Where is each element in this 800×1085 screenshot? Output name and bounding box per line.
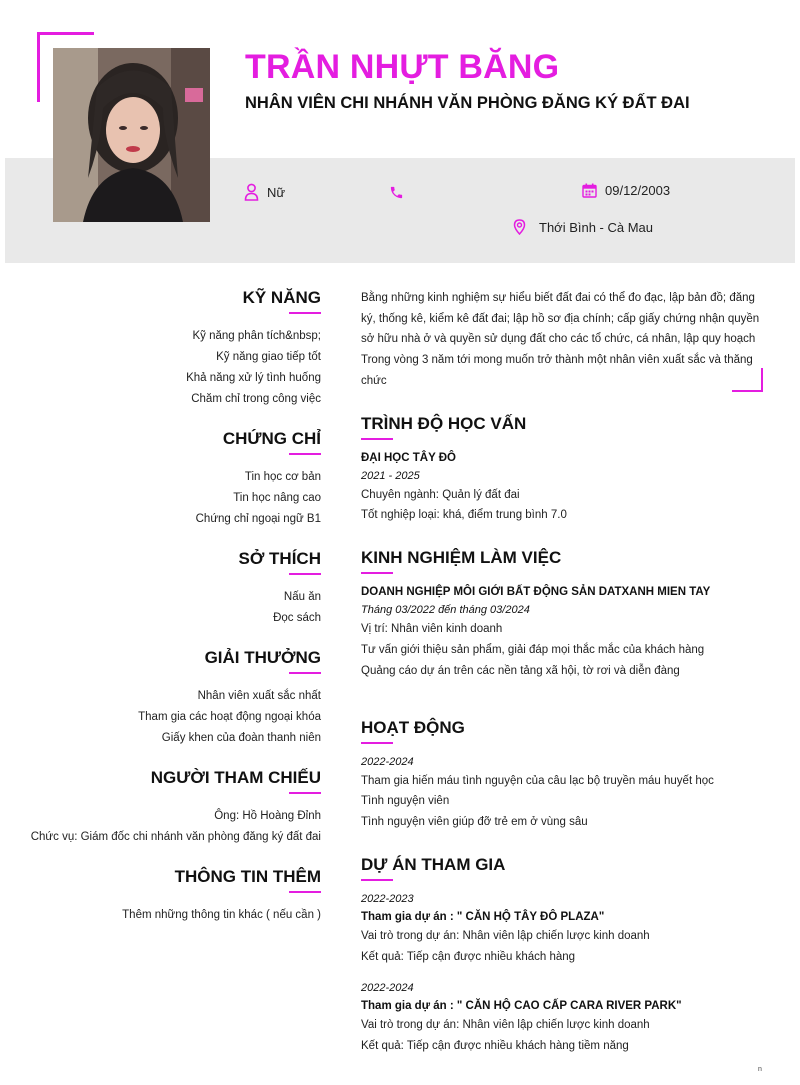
- list-item: Tin học nâng cao: [233, 492, 321, 504]
- calendar-icon: [582, 183, 597, 198]
- detail-line: Tình nguyện viên: [361, 795, 450, 808]
- detail-line: Chuyên ngành: Quản lý đất đai: [361, 488, 520, 501]
- hobbies-section: [20, 549, 321, 629]
- list-item: Nấu ăn: [283, 591, 321, 603]
- section-title: KỸ NĂNG: [243, 288, 321, 311]
- company-name: DOANH NGHIỆP MÔI GIỚI BẤT ĐỘNG SẢN DATXANH MIEN TAY: [361, 586, 711, 599]
- section-title: GIẢI THƯỞNG: [205, 648, 321, 671]
- list-item: Kỹ năng giao tiếp tốt: [216, 351, 321, 363]
- list-item: Tin học cơ bản: [244, 471, 321, 483]
- list-item: Đọc sách: [273, 612, 321, 624]
- detail-line: Vai trò trong dự án: Nhân viên lập chiến lược kinh doanh: [361, 929, 650, 942]
- list-item: Chức vụ: Giám đốc chi nhánh văn phòng đăng ký đất đai: [30, 831, 321, 843]
- detail-line: Kết quả: Tiếp cận được nhiều khách hàng: [361, 950, 576, 963]
- section-title: HOẠT ĐỘNG: [361, 718, 465, 741]
- dob-value: 09/12/2003: [605, 183, 671, 198]
- list-item: Giấy khen của đoàn thanh niên: [161, 732, 321, 744]
- list-item: Ông: Hồ Hoàng Đỉnh: [214, 810, 321, 822]
- detail-line: Tốt nghiệp loại: khá, điểm trung bình 7.0: [361, 509, 567, 522]
- decorative-corner-bottom-right: [732, 368, 763, 392]
- section-title: TRÌNH ĐỘ HỌC VẤN: [361, 414, 526, 437]
- list-item: Thêm những thông tin khác ( nếu cần ): [122, 909, 321, 921]
- address-info: [513, 219, 653, 235]
- detail-line: Kết quả: Tiếp cận được nhiều khách hàng tiềm năng: [361, 1040, 629, 1053]
- list-item: Chăm chỉ trong công việc: [191, 393, 321, 405]
- education-period: 2021 - 2025: [361, 469, 420, 482]
- projects-section: [361, 855, 766, 1057]
- summary-paragraph: Trong vòng 3 năm tới mong muốn trở thành một nhân viên xuất sắc và thăng chức: [361, 354, 753, 387]
- section-title: CHỨNG CHỈ: [223, 429, 321, 452]
- more-info-section: [20, 867, 321, 926]
- location-pin-icon: [513, 219, 526, 235]
- gender-value: Nữ: [267, 184, 286, 200]
- section-title: NGƯỜI THAM CHIẾU: [151, 768, 321, 791]
- education-section: [361, 414, 766, 527]
- job-title: NHÂN VIÊN CHI NHÁNH VĂN PHÒNG ĐĂNG KÝ ĐẤT ĐAI: [245, 94, 690, 112]
- list-item: Chứng chỉ ngoại ngữ B1: [195, 513, 321, 525]
- career-summary: [361, 288, 766, 392]
- list-item: Khả năng xử lý tình huống: [186, 372, 321, 384]
- left-column: [20, 288, 321, 945]
- list-item: Nhân viên xuất sắc nhất: [197, 690, 321, 702]
- project-period: 2022-2024: [361, 982, 414, 995]
- phone-icon: [389, 185, 404, 200]
- detail-line: Vai trò trong dự án: Nhân viên lập chiến lược kinh doanh: [361, 1019, 650, 1032]
- activities-section: [361, 718, 766, 833]
- project-name: Tham gia dự án : " CĂN HỘ TÂY ĐÔ PLAZA": [361, 910, 605, 923]
- section-title: SỞ THÍCH: [238, 549, 321, 572]
- experience-section: [361, 548, 766, 681]
- detail-line: Quảng cáo dự án trên các nền tảng xã hội, tờ rơi và diễn đàng: [361, 664, 680, 677]
- detail-line: Tình nguyện viên giúp đỡ trẻ em ở vùng sâu: [361, 816, 588, 829]
- project-name: Tham gia dự án : " CĂN HỘ CAO CẤP CARA RIVER PARK": [361, 1000, 682, 1013]
- section-title: DỰ ÁN THAM GIA: [361, 855, 505, 878]
- person-icon: [244, 183, 259, 201]
- certificates-section: [20, 429, 321, 530]
- section-title: THÔNG TIN THÊM: [175, 867, 321, 890]
- phone-info: [389, 185, 412, 200]
- skills-section: [20, 288, 321, 410]
- activities-period: 2022-2024: [361, 755, 414, 768]
- address-value: Thới Bình - Cà Mau: [539, 219, 654, 235]
- summary-paragraph: Bằng những kinh nghiệm sự hiểu biết đất đai có thể đo đạc, lập bản đồ; đăng ký, thống kê, kiểm kê đất đai; lập hồ sơ địa chính; cấp giấy chứng nhận quyền sở hữu nhà ở và quyền sử dụng đất cho các tổ chức, cá nhân, lập quy hoạch: [361, 292, 760, 346]
- list-item: Kỹ năng phân tích&nbsp;: [192, 330, 321, 342]
- project-period: 2022-2023: [361, 892, 414, 905]
- detail-line: Vị trí: Nhân viên kinh doanh: [361, 623, 503, 636]
- detail-line: Tham gia hiến máu tình nguyện của câu lạc bộ truyền máu huyết học: [361, 774, 714, 787]
- page-number: n: [758, 1066, 762, 1073]
- right-column: [361, 288, 766, 1057]
- references-section: [20, 768, 321, 848]
- section-title: KINH NGHIỆM LÀM VIỆC: [361, 548, 561, 571]
- dob-info: [582, 183, 670, 198]
- gender-info: [244, 183, 285, 201]
- awards-section: [20, 648, 321, 749]
- detail-line: Tư vấn giới thiệu sản phẩm, giải đáp mọi thắc mắc của khách hàng: [361, 643, 705, 656]
- list-item: Tham gia các hoạt động ngoại khóa: [138, 711, 321, 723]
- school-name: ĐẠI HỌC TÂY ĐÔ: [361, 451, 456, 464]
- profile-photo: [53, 48, 210, 222]
- experience-period: Tháng 03/2022 đến tháng 03/2024: [361, 604, 530, 617]
- candidate-name: TRẦN NHỰT BĂNG: [245, 48, 560, 86]
